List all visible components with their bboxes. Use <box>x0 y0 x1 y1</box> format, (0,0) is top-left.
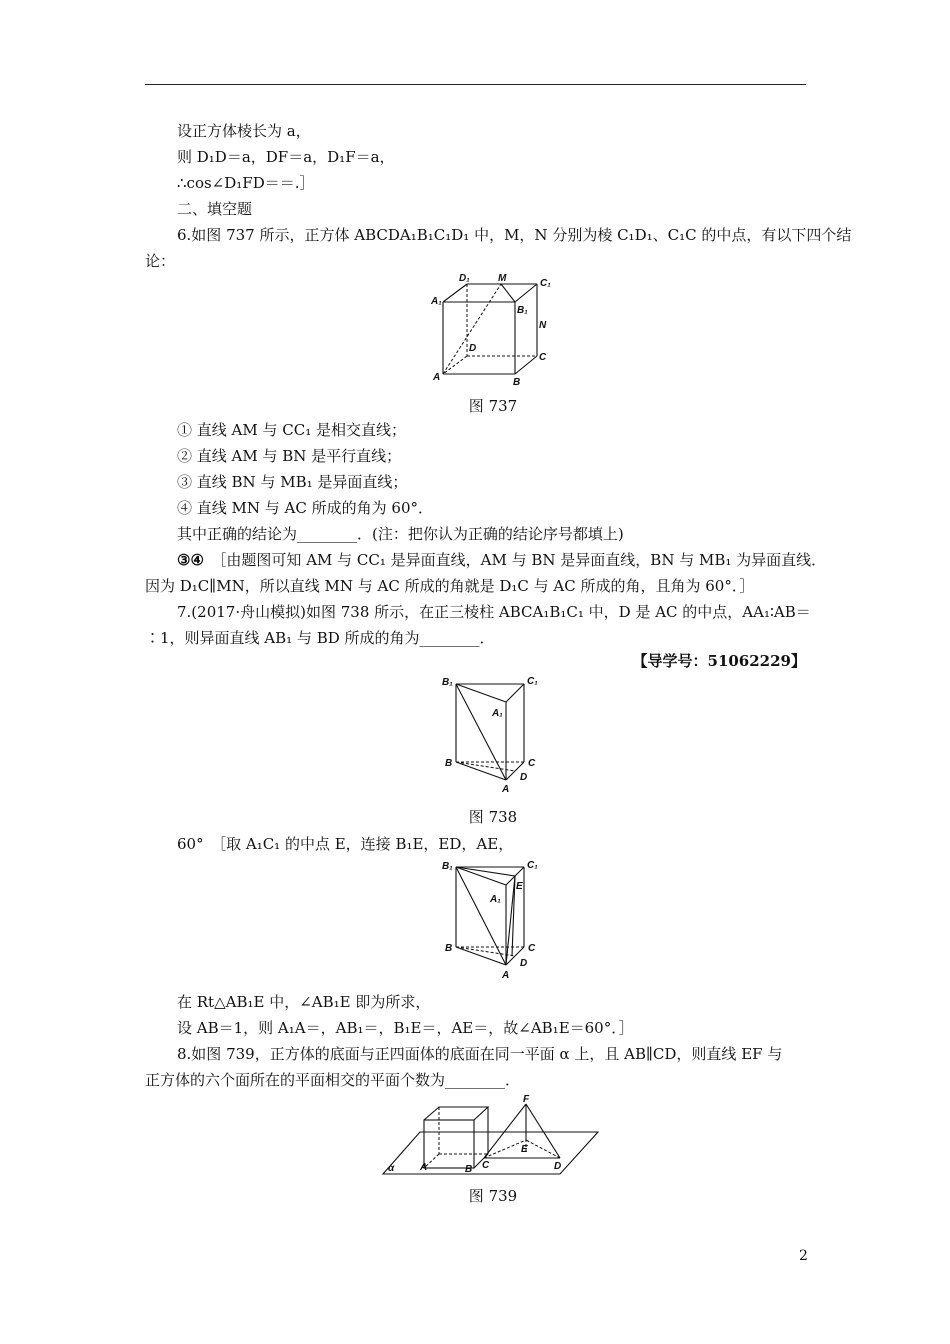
label-D: D <box>469 343 477 354</box>
text-line: ∴cos∠D₁FD＝＝.］ <box>177 174 315 192</box>
text-line: ∶1，则异面直线 AB₁ 与 BD 所成的角为________． <box>145 629 495 647</box>
label-B: B <box>465 1164 473 1175</box>
statement-4: ④ 直线 MN 与 AC 所成的角为 60°． <box>177 499 433 517</box>
label-C1: C₁ <box>527 860 538 871</box>
label-A1: A₁ <box>490 894 501 905</box>
label-D: D <box>554 1161 562 1172</box>
label-C: C <box>482 1160 490 1171</box>
label-B1: B₁ <box>442 861 453 872</box>
guide-number: 【导学号：51062229】 <box>632 652 806 670</box>
label-D1: D₁ <box>459 273 470 284</box>
label-E: E <box>521 1144 528 1155</box>
text-line: 则 D₁D＝a，DF＝a，D₁F＝a， <box>177 148 395 166</box>
text-line: 设正方体棱长为 a， <box>177 122 311 140</box>
label-C1: C₁ <box>527 676 538 687</box>
section-heading: 二、填空题 <box>177 200 253 218</box>
answer-explanation: ［由题图可知 AM 与 CC₁ 是异面直线，AM 与 BN 是异面直线，BN 与 MB₁ 为异面直线． <box>218 551 827 569</box>
label-N: N <box>539 320 547 331</box>
label-C1: C₁ <box>540 278 551 289</box>
answer-6 <box>177 550 826 570</box>
answer-7: 60° ［取 A₁C₁ 的中点 E，连接 B₁E，ED，AE， <box>177 835 514 853</box>
statement-3: ③ 直线 BN 与 MB₁ 是异面直线； <box>177 473 408 491</box>
statement-1: ① 直线 AM 与 CC₁ 是相交直线； <box>177 421 407 439</box>
text-line: 设 AB＝1，则 A₁A＝，AB₁＝，B₁E＝，AE＝，故∠AB₁E＝60°．］ <box>177 1019 634 1037</box>
label-A: A <box>502 784 510 795</box>
label-D: D <box>520 772 528 783</box>
text-line: 在 Rt△AB₁E 中，∠AB₁E 即为所求， <box>177 993 431 1011</box>
text-line: 其中正确的结论为________．(注：把你认为正确的结论序号都填上) <box>177 525 624 543</box>
label-F: F <box>523 1094 530 1105</box>
label-B1: B₁ <box>517 305 528 316</box>
label-alpha: α <box>388 1163 395 1174</box>
problem-6-text: 6.如图 737 所示，正方体 ABCDA₁B₁C₁D₁ 中，M，N 分别为棱 C₁D₁、C₁C 的中点，有以下四个结 <box>177 226 852 244</box>
header-rule <box>145 84 806 85</box>
label-B: B <box>445 758 453 769</box>
prism-figure-solution <box>440 855 550 985</box>
prism-figure-738 <box>440 672 550 800</box>
label-A1: A₁ <box>492 708 503 719</box>
label-D: D <box>520 958 528 969</box>
cube-figure <box>425 272 565 392</box>
label-B: B <box>445 943 453 954</box>
answer-label: ③④ <box>177 551 204 569</box>
caption-739: 图 739 <box>468 1187 518 1205</box>
label-C: C <box>528 943 536 954</box>
label-B: B <box>513 377 521 388</box>
label-M: M <box>498 273 507 284</box>
label-A: A <box>420 1162 428 1173</box>
problem-8-text: 8.如图 739，正方体的底面与正四面体的底面在同一平面 α 上，且 AB∥CD，则直线 EF 与 <box>177 1045 783 1063</box>
label-A1: A₁ <box>431 296 442 307</box>
label-A: A <box>433 372 441 383</box>
problem-7-text: 7.(2017·舟山模拟)如图 738 所示，在正三棱柱 ABCA₁B₁C₁ 中，D 是 AC 的中点，AA₁∶AB＝ <box>177 603 811 621</box>
caption-738: 图 738 <box>468 808 518 826</box>
label-B1: B₁ <box>442 677 453 688</box>
label-A: A <box>502 970 510 981</box>
text-line: 正方体的六个面所在的平面相交的平面个数为________． <box>145 1071 521 1089</box>
statement-2: ② 直线 AM 与 BN 是平行直线； <box>177 447 402 465</box>
page-number: 2 <box>799 1248 808 1264</box>
caption-737: 图 737 <box>468 397 518 415</box>
plane-figure-739 <box>380 1092 605 1180</box>
text-line: 因为 D₁C∥MN，所以直线 MN 与 AC 所成的角就是 D₁C 与 AC 所成的角，且角为 60°．］ <box>145 577 755 595</box>
text-line: 论： <box>145 252 176 270</box>
label-C: C <box>528 758 536 769</box>
label-E: E <box>516 881 523 892</box>
label-C: C <box>539 352 547 363</box>
